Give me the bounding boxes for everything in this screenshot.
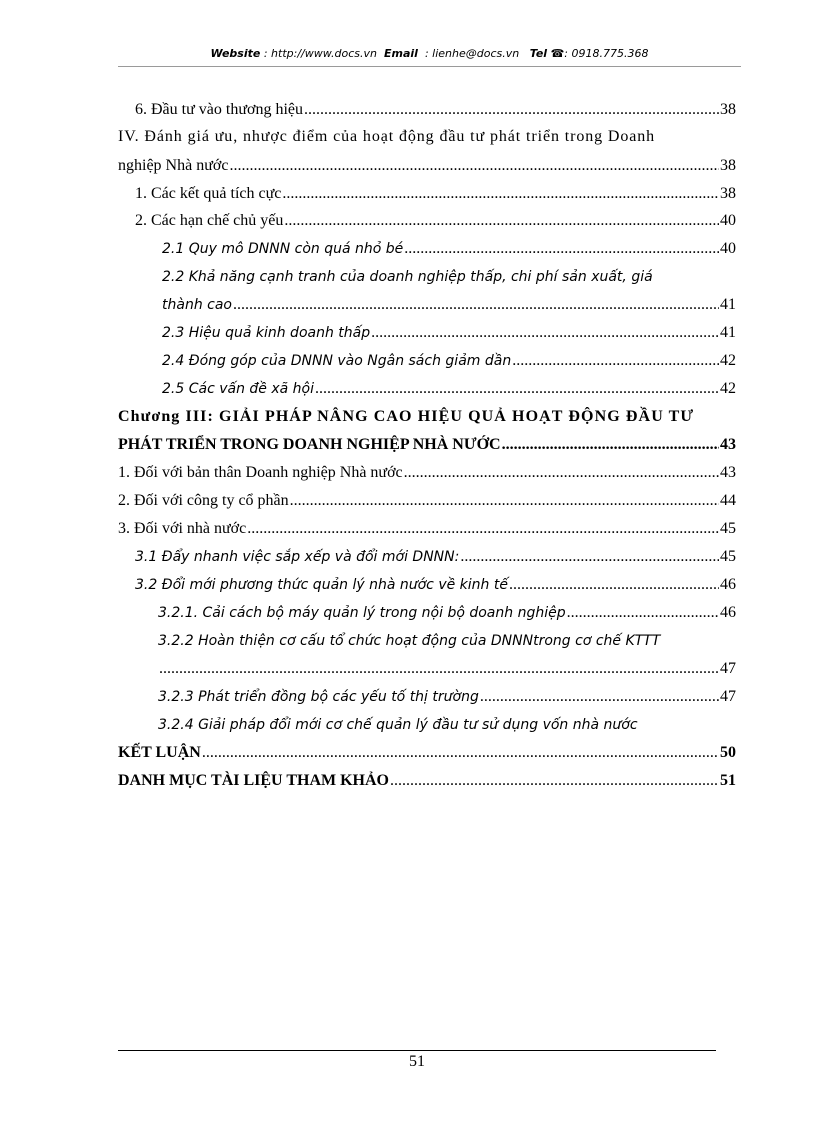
toc-entry <box>0 207 816 235</box>
toc-entry-title: thành cao <box>162 297 232 313</box>
toc-entry-title: DANH MỤC TÀI LIỆU THAM KHẢO <box>118 772 389 789</box>
toc-entry-title: Chương III: GIẢI PHÁP NÂNG CAO HIỆU QUẢ HOẠT ĐỘNG ĐẦU TƯ <box>118 408 695 425</box>
toc-entry-title: 2.1 Quy mô DNNN còn quá nhỏ bé <box>162 241 404 257</box>
toc-entry-title: 3.2.3 Phát triển đồng bộ các yếu tố thị trường <box>158 689 479 705</box>
footer-rule <box>118 1050 716 1051</box>
toc-entry <box>0 515 816 543</box>
toc-entry <box>0 375 816 403</box>
toc-leader <box>371 319 719 347</box>
toc-entry-title: 3.2.1. Cải cách bộ máy quản lý trong nội bộ doanh nghiệp <box>158 605 566 621</box>
toc-leader <box>202 739 719 767</box>
toc-leader <box>567 599 719 627</box>
toc-entry-page: 46 <box>720 576 736 593</box>
tel-value: : 0918.775.368 <box>564 47 649 60</box>
toc-entry <box>0 319 816 347</box>
toc-leader <box>480 683 719 711</box>
tel-label: Tel <box>529 47 548 60</box>
header-rule <box>118 66 741 67</box>
page-number: 51 <box>409 1053 425 1070</box>
toc-leader <box>390 767 719 795</box>
toc-entry-title: 1. Đối với bản thân Doanh nghiệp Nhà nước <box>118 464 403 481</box>
toc-entry <box>0 291 816 319</box>
toc-entry-page: 44 <box>720 492 736 509</box>
toc-entry-page: 38 <box>720 185 736 202</box>
toc-entry <box>0 655 816 683</box>
toc-leader <box>229 152 719 180</box>
phone-icon: ☎ <box>550 47 565 60</box>
toc-entry-page: 47 <box>720 660 736 677</box>
toc-entry-page: 38 <box>720 101 736 118</box>
toc-entry-title: IV. Đánh giá ưu, nhược điểm của hoạt động đầu tư phát triển trong Doanh <box>118 128 656 145</box>
toc-entry-title: 2.3 Hiệu quả kinh doanh thấp <box>162 325 371 341</box>
toc-entry <box>0 739 816 767</box>
toc-leader <box>282 180 719 208</box>
toc-entry <box>0 96 816 124</box>
toc-entry-page: 40 <box>720 212 736 229</box>
toc-entry <box>0 627 816 655</box>
toc-leader <box>502 431 719 459</box>
toc-leader <box>290 487 719 515</box>
toc-entry-title: nghiệp Nhà nước <box>118 157 229 174</box>
toc-entry-page: 45 <box>720 548 736 565</box>
toc-entry-title: 1. Các kết quả tích cực <box>135 185 282 202</box>
toc-entry <box>0 599 816 627</box>
toc-entry-page: 45 <box>720 520 736 537</box>
toc-entry-page: 43 <box>720 464 736 481</box>
toc-entry-page: 38 <box>720 157 736 174</box>
toc-entry <box>0 683 816 711</box>
website-label: Website <box>210 47 261 60</box>
toc-leader <box>233 291 719 319</box>
toc-entry-page: 40 <box>720 240 736 257</box>
toc-leader <box>284 207 719 235</box>
toc-entry <box>0 263 816 291</box>
toc-entry-title: 2. Các hạn chế chủ yếu <box>135 212 284 229</box>
toc-entry-title: 3.2.2 Hoàn thiện cơ cấu tổ chức hoạt động của DNNNtrong cơ chế KTTT <box>158 633 661 649</box>
toc-leader <box>159 655 719 683</box>
toc-chapter-heading <box>0 403 816 431</box>
toc-entry <box>0 347 816 375</box>
toc-entry <box>0 180 816 208</box>
toc-entry-title: PHÁT TRIỂN TRONG DOANH NGHIỆP NHÀ NƯỚC <box>118 436 501 453</box>
toc-entry-page: 47 <box>720 688 736 705</box>
toc-entry-page: 51 <box>720 772 736 789</box>
toc-chapter-heading <box>0 431 816 459</box>
toc-leader <box>404 459 719 487</box>
toc-entry <box>0 711 816 739</box>
toc-entry <box>0 235 816 263</box>
toc-entry-title: 2. Đối với công ty cổ phần <box>118 492 289 509</box>
toc-entry-title: 3. Đối với nhà nước <box>118 520 247 537</box>
toc-entry <box>0 571 816 599</box>
toc-entry-page: 41 <box>720 296 736 313</box>
toc-leader <box>460 543 719 571</box>
toc-entry-page: 50 <box>720 744 736 761</box>
toc-leader <box>404 235 719 263</box>
toc-entry-title: 2.2 Khả năng cạnh tranh của doanh nghiệp thấp, chi phí sản xuất, giá <box>162 269 653 285</box>
toc-entry-page: 43 <box>720 436 736 453</box>
page-header <box>118 47 741 60</box>
toc-entry-title: KẾT LUẬN <box>118 744 201 761</box>
toc-entry-page: 41 <box>720 324 736 341</box>
toc-entry-title: 3.1 Đẩy nhanh việc sắp xếp và đổi mới DNNN: <box>135 549 460 565</box>
toc-entry-title: 6. Đầu tư vào thương hiệu <box>135 101 303 118</box>
toc-entry <box>0 123 816 151</box>
toc-entry <box>0 543 816 571</box>
toc-entry-page: 42 <box>720 352 736 369</box>
toc-entry-title: 2.4 Đóng góp của DNNN vào Ngân sách giảm dần <box>162 353 512 369</box>
toc-leader <box>512 347 719 375</box>
website-value: : http://www.docs.vn <box>263 47 378 60</box>
toc-entry-page: 42 <box>720 380 736 397</box>
toc-entry <box>0 487 816 515</box>
toc-entry-title: 3.2 Đổi mới phương thức quản lý nhà nước về kinh tế <box>135 577 508 593</box>
toc-entry-title: 2.5 Các vấn đề xã hội <box>162 381 314 397</box>
toc-leader <box>315 375 719 403</box>
toc-leader <box>247 515 719 543</box>
email-value: : lienhe@docs.vn <box>424 47 520 60</box>
toc-entry <box>0 152 816 180</box>
toc-entry <box>0 767 816 795</box>
email-label: Email <box>384 47 418 60</box>
toc-entry-page: 46 <box>720 604 736 621</box>
toc-leader <box>509 571 719 599</box>
toc-leader <box>304 96 719 124</box>
toc-entry <box>0 459 816 487</box>
toc-entry-title: 3.2.4 Giải pháp đổi mới cơ chế quản lý đầu tư sử dụng vốn nhà nước <box>158 717 638 733</box>
